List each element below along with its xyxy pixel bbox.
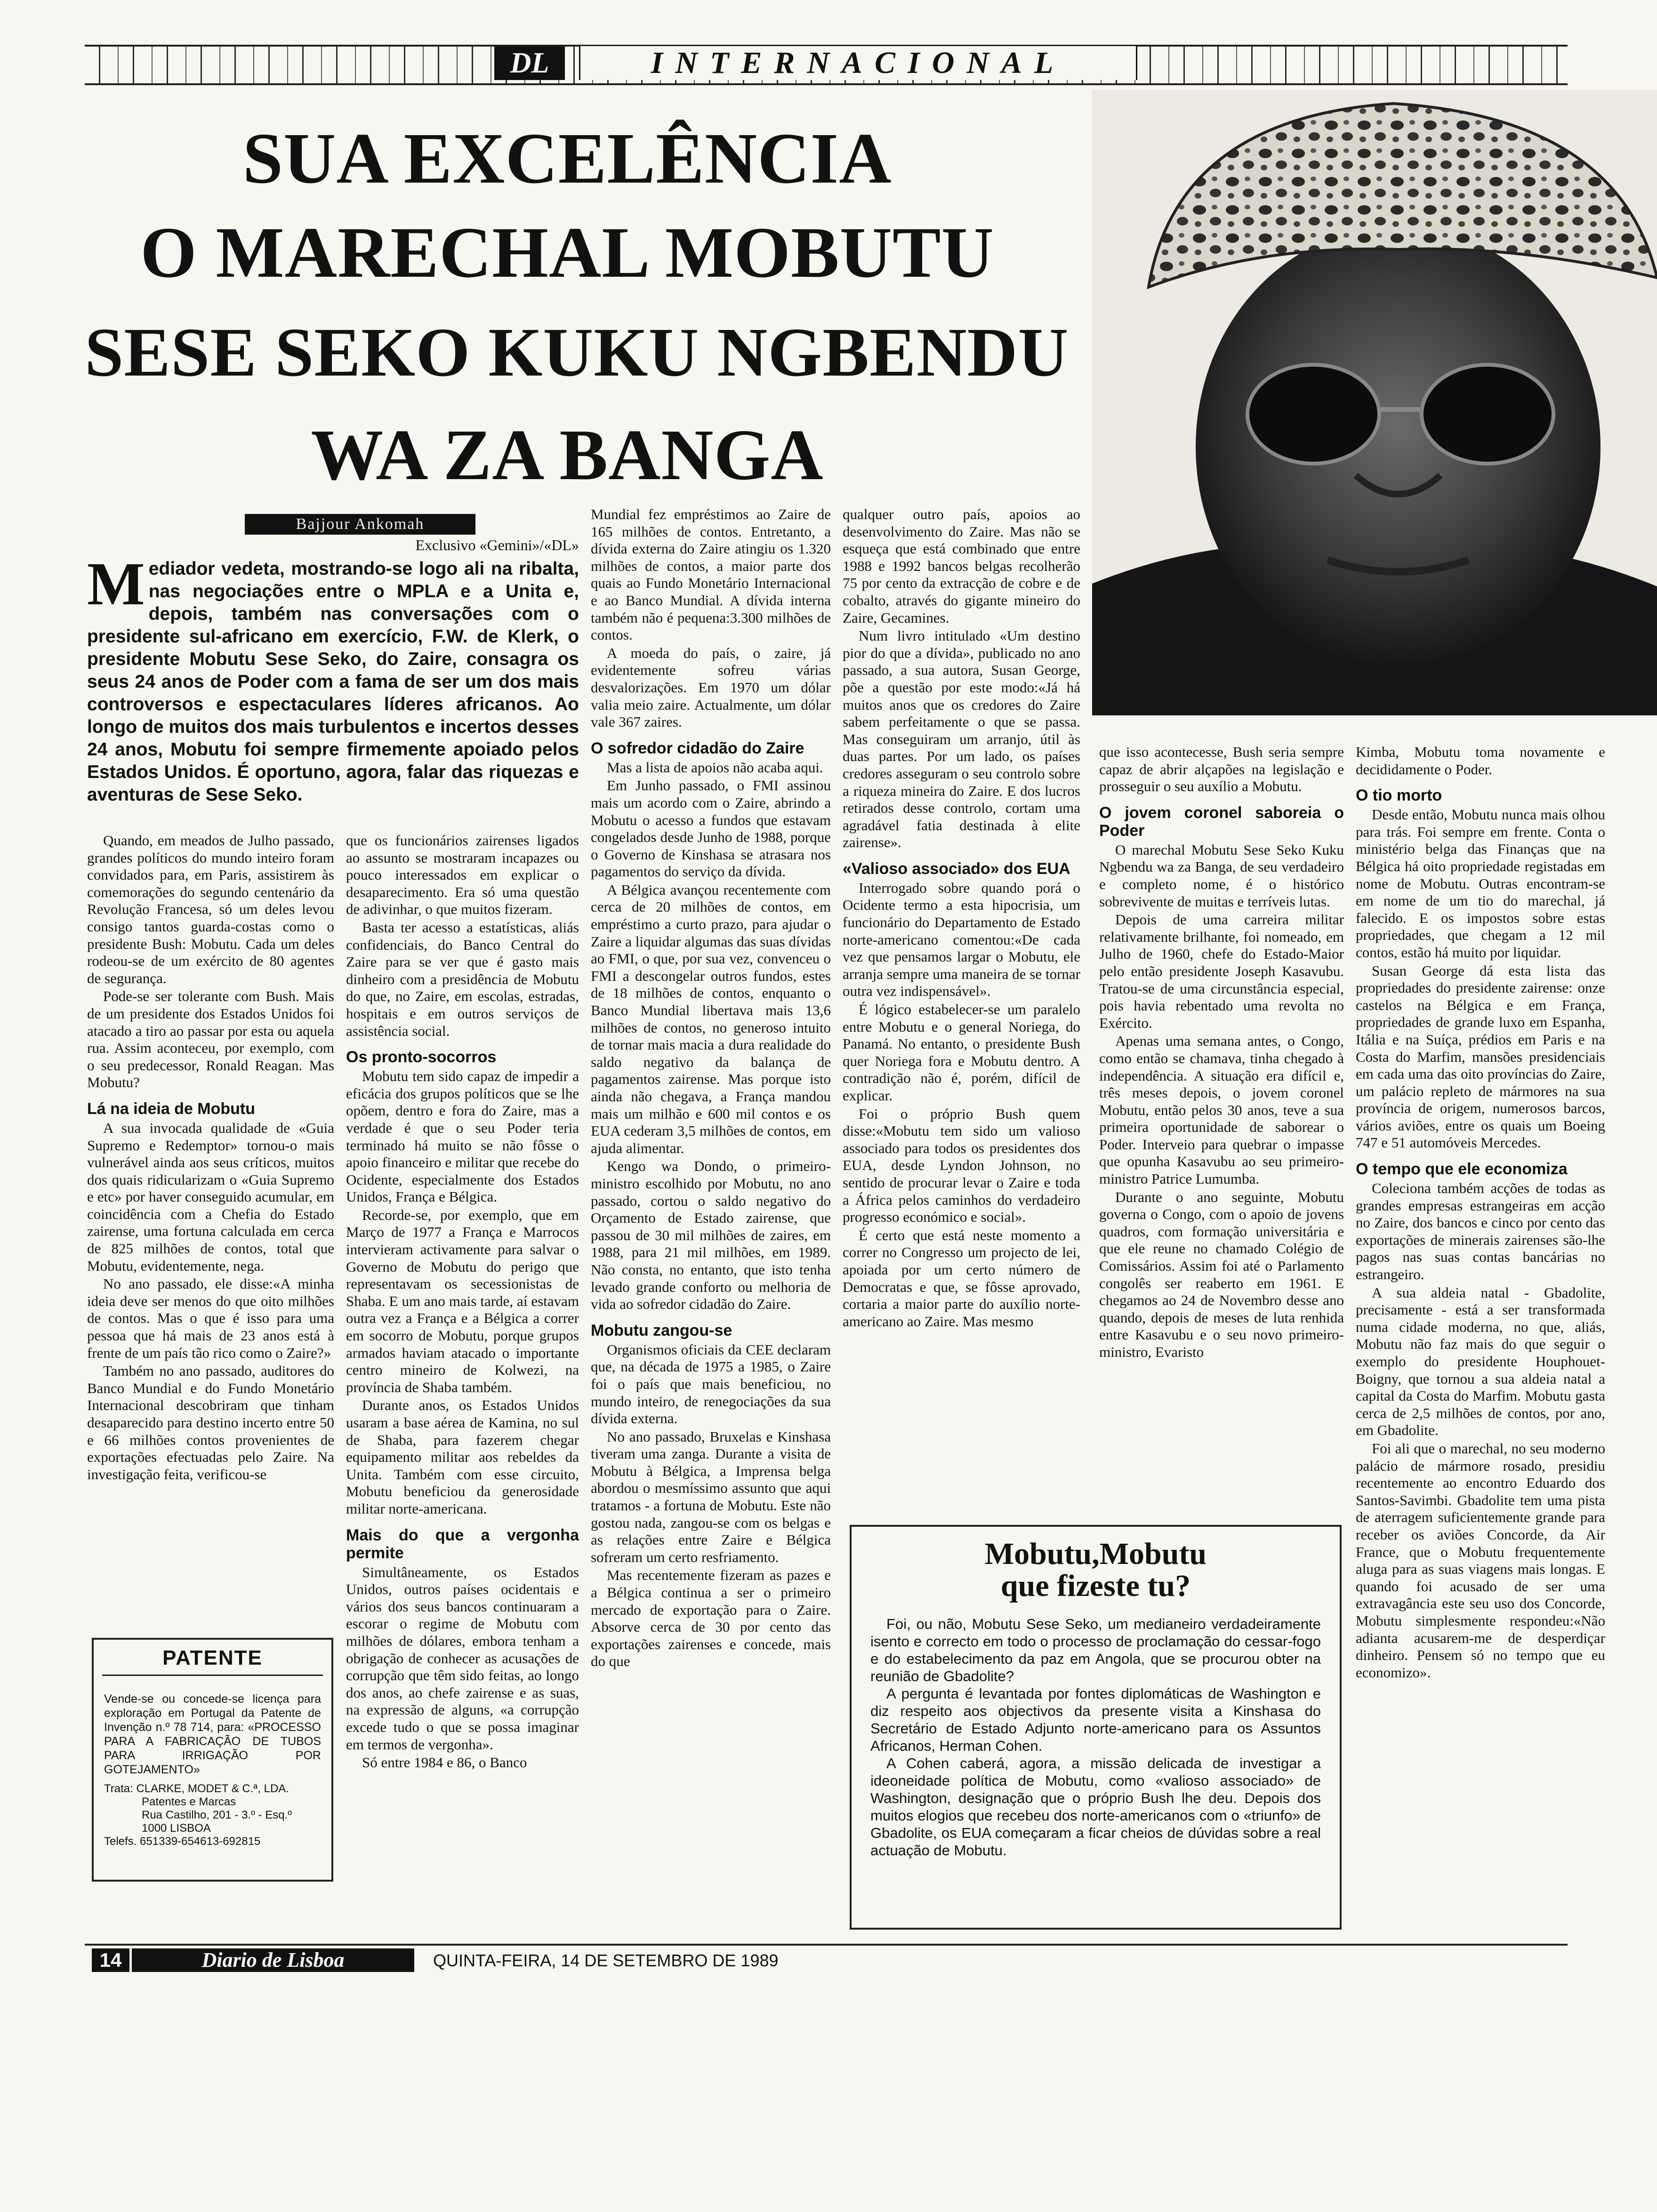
paragraph: Basta ter acesso a estatísticas, aliás confidenciais, do Banco Central do Zaire para se ver que é gasto mais dinheiro com a presidência de Mobutu do que, no Zaire, em escolas, estradas, hospitais e em outros serviços de assistência social.: [346, 919, 579, 1039]
paragraph: Num livro intitulado «Um destino pior do que a dívida», publicado no ano passado, a sua autora, Susan George, põe a questão por este modo:«Já há muitos anos que os credores do Zaire sabem perfeitamente o que se passa. Mas conseguiram um arranjo, útil às duas partes. Por um lado, os países credores asseguram o seu controlo sobre a riqueza mineira do Zaire. E dos lucros retirados desse controlo, cortam uma agradável fatia destinada à elite zairense».: [843, 627, 1080, 851]
paragraph: qualquer outro país, apoios ao desenvolvimento do Zaire. Mas não se esqueça que está combinado que entre 1988 e 1992 bancos belgas recolherão 75 por cento da extracção de cobre e de cobalto, através do gigante mineiro do Zaire, Gecamines.: [843, 506, 1080, 626]
paragraph: A Cohen caberá, agora, a missão delicada de investigar a ideoneidade política de Mobutu, como «valioso associado» de Washington, designação que o próprio Bush lhe deu. Depois dos muitos elogios que recebeu dos norte-americanos com o «triunfo» de Gbadolite, os EUA começaram a ficar cheios de dúvidas sobre a real actuação de Mobutu.: [870, 1755, 1321, 1859]
drop-cap: M: [87, 550, 145, 618]
paragraph: Kimba, Mobutu toma novamente e decididamente o Poder.: [1356, 744, 1605, 777]
issue-date: QUINTA-FEIRA, 14 DE SETEMBRO DE 1989: [433, 1951, 779, 1970]
column-3: [591, 506, 831, 1671]
paragraph: Susan George dá esta lista das propriedades do presidente zairense: onze castelos na Bélgica e em França, propriedades de grande luxo em Espanha, Itália e na Suíça, prédios em Paris e na Costa do Marfim, mansões presidenciais em cada uma das oito províncias do Zaire, um palácio repleto de mármores na sua província de origem, numerosos barcos, vários aviões, entre os quais um Boeing 747 e 51 automóveis Mercedes.: [1356, 962, 1605, 1151]
paragraph: Desde então, Mobutu nunca mais olhou para trás. Foi sempre em frente. Conta o ministério belga das Finanças que na Bélgica há oito propriedade registadas em nome de Mobutu. Outras encontram-se em nome de um tio do marechal, já falecido. E os impostos sobre estas propriedades, que chegam a 12 mil contos, estão há muito por liquidar.: [1356, 806, 1605, 961]
paragraph: É lógico estabelecer-se um paralelo entre Mobutu e o general Noriega, do Panamá. No entanto, o presidente Bush quer Noriega fora e Mobutu dentro. A contradição não é, porém, difícil de explicar.: [843, 1001, 1080, 1104]
paragraph: Durante o ano seguinte, Mobutu governa o Congo, com o apoio de jovens quadros, com formação universitária e que ele reune no chamado Colégio de Comissários. Assim foi até o Parlamento congolês ser reaberto em 1961. E chegamos ao 24 de Novembro desse ano quando, depois de meses de luta renhida entre Kasavubu e o seu novo primeiro-ministro, Evaristo: [1099, 1188, 1344, 1360]
article-lead: [87, 550, 579, 806]
ad-contact-line: Trata: CLARKE, MODET & C.ª, LDA.: [104, 1782, 289, 1795]
paragraph: No ano passado, Bruxelas e Kinshasa tiveram uma zanga. Durante a visita de Mobutu à Bélgica, a Imprensa belga abordou o mesmíssimo assunto que aqui tratamos - a fortuna de Mobutu. Este não gostou nada, zangou-se com os belgas e as relações entre Zaire e Bélgica sofreram um certo resfriamento.: [591, 1428, 831, 1565]
headline-line-2: O MARECHAL MOBUTU: [140, 213, 994, 293]
ad-contact-line: Patentes e Marcas: [142, 1795, 236, 1808]
boxout-title: [870, 1538, 1321, 1602]
subheading: Lá na ideia de Mobutu: [87, 1099, 256, 1118]
boxout: [850, 1525, 1342, 1930]
ad-contact-line: Rua Castilho, 201 - 3.º - Esq.º: [142, 1809, 292, 1821]
paragraph: Kengo wa Dondo, o primeiro-ministro escolhido por Mobutu, no ano passado, cortou o saldo negativo do Orçamento de Estado zairense, que passou de 30 mil milhões de zaires, em 1988, para 21 mil milhões, em 1989. Não consta, no entanto, que isto tenha levado grande conforto ou melhoria de vida ao sofredor cidadão do Zaire.: [591, 1158, 831, 1313]
headline: [85, 119, 1069, 504]
paragraph: Mas recentemente fizeram as pazes e a Bélgica continua a ser o primeiro mercado de exportação para o Zaire. Absorve cerca de 30 por cento das exportações zairenses e concede, mais do que: [591, 1567, 831, 1670]
paragraph: A pergunta é levantada por fontes diplomáticas de Washington e diz respeito aos objectivos da presente visita a Kinshasa do Secretário de Estado Adjunto norte-americano para os Assuntos Africanos, Herman Cohen.: [870, 1685, 1321, 1754]
paragraph: Simultâneamente, os Estados Unidos, outros países ocidentais e vários dos seus bancos continuaram a escorar o regime de Mobutu com milhões de dólares, embora tenham a obrigação de conhecer as acusações de corrupção que têm sido feitas, ao longo dos anos, ao chefe zairense e as suas, na expressão de alguns, «a corrupção excede tudo o que se possa imaginar em termos de vergonha».: [346, 1563, 579, 1753]
paragraph: Quando, em meados de Julho passado, grandes políticos do mundo inteiro foram convidados para, em Paris, assistirem às comemorações do segundo centenário da Revolução Francesa, só um deles levou consigo tantos guarda-costas como o presidente Bush: Mobutu. Cada um deles rodeou-se de um exército de 80 agentes de segurança.: [87, 832, 334, 986]
exclusive-credit: Exclusivo «Gemini»/«DL»: [415, 537, 579, 553]
paragraph: Foi ali que o marechal, no seu moderno palácio de mármore rosado, presidiu recentemente ao encontro Eduardo dos Santos-Savimbi. Gbadolite tem uma pista de aterragem suficientemente grande para receber os aviões Concorde, da Air France, que o Mobutu frequentemente aluga para as suas viagens mais longas. E quando foi acusado de ser uma extravagância este seu uso dos Concorde, Mobutu simplesmente respondeu:«Não adianta acusarem-me de desperdiçar dinheiro. Pensem só no tempo que eu economizo».: [1356, 1440, 1605, 1681]
subheading: O sofredor cidadão do Zaire: [591, 739, 804, 757]
paragraph: A Bélgica avançou recentemente com cerca de 20 milhões de contos, em empréstimo a curto prazo, para ajudar o Zaire a liquidar algumas das suas dívidas ao FMI, o que, por sua vez, convenceu o FMI a descongelar outros fundos, estes de 18 milhões de contos, enquanto o Banco Mundial libertava mais 13,6 milhões de contos, no generoso intuito de tornar mais macia a dura realidade do saldo negativo da balança de pagamentos zairense. Mas porque isto ainda não chegava, a França mandou mais um milhão e 600 mil contos e os EUA cederam 3,5 milhões de contos, em ajuda alimentar.: [591, 881, 831, 1156]
paper-logo: DL: [494, 46, 565, 80]
paragraph: Mas a lista de apoios não acaba aqui.: [607, 759, 823, 776]
ad-title: PATENTE: [102, 1640, 323, 1676]
lead-text: ediador vedeta, mostrando-se logo ali na ribalta, nas negociações entre o MPLA e a Unita e, depois, também nas conversações com o presidente sul-africano em exercício, F.W. de Klerk, o presidente Mobutu Sese Seko, do Zaire, consagra os seus 24 anos de Poder com a fama de ser um dos mais controversos e espectaculares líderes africanos. Ao longo de muitos dos mais turbulentos e incertos desses 24 anos, Mobutu foi sempre firmemente apoiado pelos Estados Unidos. É oportuno, agora, falar das riquezas e aventuras de Sese Seko.: [87, 559, 579, 805]
paragraph: A sua aldeia natal - Gbadolite, precisamente - está a ser transformada numa cidade moderna, no que, aliás, Mobutu não faz mais do que seguir o exemplo do presidente Houphouet-Boigny, que tornou a sua aldeia natal a capital da Costa do Marfim. Mobutu gasta cerca de 2,5 milhões de contos, por ano, em Gbadolite.: [1356, 1284, 1605, 1439]
paragraph: Em Junho passado, o FMI assinou mais um acordo com o Zaire, abrindo a Mobutu o acesso a fundos que estavam congelados desde Junho de 1988, porque o Governo de Kinshasa se atrasara nos pagamentos do serviço da dívida.: [591, 777, 831, 880]
paragraph: que os funcionários zairenses ligados ao assunto se mostraram incapazes ou pouco interessados em explicar o desaparecimento. Era só uma questão de adivinhar, o que muitos fizeram.: [346, 832, 579, 918]
subheading: Os pronto-socorros: [346, 1048, 497, 1066]
subheading: Mais do que a vergonha permite: [346, 1526, 579, 1562]
paragraph: que isso acontecesse, Bush seria sempre capaz de abrir alçapões na legislação e prosseguir o seu auxílio a Mobutu.: [1099, 744, 1344, 795]
ad-contact-line: 1000 LISBOA: [142, 1822, 211, 1835]
paragraph: No ano passado, ele disse:«A minha ideia deve ser menos do que oito milhões de contos. Mas o que é isso para uma pessoa que há mais de 23 anos está à frente de um país tão rico como o Zaire?»: [87, 1275, 334, 1361]
paragraph: Recorde-se, por exemplo, que em Março de 1977 a França e Marrocos intervieram activamente para salvar o Governo de Mobutu do perigo que representavam os secessionistas de Shaba. E um ano mais tarde, aí estavam outra vez a França e a Bélgica a correr em socorro de Mobutu, porque grupos armados haviam atacado o importante centro mineiro de Kolwezi, na província de Shaba também.: [346, 1206, 579, 1395]
paragraph: Organismos oficiais da CEE declaram que, na década de 1975 a 1985, o Zaire foi o país que mais beneficiou, no mundo inteiro, de renegociações da sua dívida externa.: [591, 1341, 831, 1427]
paragraph: Depois de uma carreira militar relativamente brilhante, foi nomeado, em Julho de 1960, chefe do Estado-Maior pelo então presidente Joseph Kasavubu. Tratou-se de uma circunstância especial, pois havia rebentado uma revolta no Exército.: [1099, 911, 1344, 1031]
page-number: 14: [92, 1948, 129, 1972]
paragraph: A moeda do país, o zaire, já evidentemente sofreu várias desvalorizações. Em 1970 um dólar valia meio zaire. Actualmente, um dólar vale 367 zaires.: [591, 644, 831, 730]
paragraph: Interrogado sobre quando porá o Ocidente termo a esta hipocrisia, um funcionário do Departamento de Estado norte-americano comentou:«De cada vez que pensamos largar o Mobutu, ele arranja sempre uma maneira de se tornar outra vez indispensável».: [843, 879, 1080, 1000]
section-title: INTERNACIONAL: [579, 46, 1137, 80]
headline-line-4: WA ZA BANGA: [311, 415, 824, 495]
paragraph: A sua invocada qualidade de «Guia Supremo e Redemptor» tornou-o mais vulnerável ainda aos seus críticos, muitos dos quais ridicularizam o «Guia Supremo e etc» por haver conseguido acumular, em coincidência com a Chefia do Estado zairense, uma fortuna calculada em cerca de 825 milhões de contos, total que Mobutu, evidentemente, nega.: [87, 1119, 334, 1274]
ad-contact: [94, 1782, 331, 1848]
subheading: O tio morto: [1356, 786, 1442, 805]
headline-line-1: SUA EXCELÊNCIA: [242, 119, 892, 199]
footer-rule: [85, 1944, 1568, 1946]
paragraph: Mundial fez empréstimos ao Zaire de 165 milhões de contos. Entretanto, a dívida externa do Zaire atingiu os 1.320 milhões de contos, a maior parte dos quais ao Fundo Monetário Internacional e ao Banco Mundial. A dívida interna também não é pequena:3.300 milhões de contos.: [591, 506, 831, 643]
column-5: [1099, 744, 1344, 1362]
paragraph: O marechal Mobutu Sese Seko Kuku Ngbendu wa za Banga, de seu verdadeiro e completo nome, é o histórico sobrevivente de muitas e terríveis lutas.: [1099, 841, 1344, 910]
paragraph: Durante anos, os Estados Unidos usaram a base aérea de Kamina, no sul de Shaba, para fazerem chegar equipamento militar aos rebeldes da Unita. Também com esse circuito, Mobutu beneficiou da generosidade militar norte-americana.: [346, 1397, 579, 1517]
paragraph: Só entre 1984 e 86, o Banco: [362, 1754, 527, 1771]
column-2: [346, 832, 579, 1772]
subheading: O jovem coronel saboreia o Poder: [1099, 803, 1344, 840]
boxout-title-line-1: Mobutu,Mobutu: [984, 1537, 1207, 1571]
ad-body: Vende-se ou concede-se licença para exploração em Portugal da Patente de Invenção n.º 78 714, para: «PROCESSO PARA A FABRICAÇÃO DE TUBOS PARA IRRIGAÇÃO POR GOTEJAMENTO»: [104, 1692, 321, 1776]
boxout-title-line-2: que fizeste tu?: [1000, 1569, 1191, 1603]
paragraph: Foi, ou não, Mobutu Sese Seko, um medianeiro verdadeiramente isento e correcto em todo o processo de proclamação do cessar-fogo e do estabelecimento da paz em Angola, que se procurou obter na reunião de Gbadolite?: [870, 1616, 1321, 1684]
portrait-image: [1092, 89, 1657, 715]
author-bar: Bajjour Ankomah: [245, 514, 475, 535]
boxout-body: [870, 1615, 1321, 1859]
subheading: O tempo que ele economiza: [1356, 1160, 1568, 1178]
headline-line-3: SESE SEKO KUKU NGBENDU: [85, 314, 1069, 391]
paragraph: Pode-se ser tolerante com Bush. Mais de um presidente dos Estados Unidos foi atacado a tiro ao passar por esta ou aquela rua. Assim aconteceu, por exemplo, com o seu predecessor, Ronald Reagan. Mas Mobutu?: [87, 988, 334, 1091]
ad-contact-line: Telefs. 651339-654613-692815: [104, 1835, 261, 1848]
column-6: [1356, 744, 1605, 1682]
subheading: Mobutu zangou-se: [591, 1321, 732, 1339]
mobutu-photo: [1092, 89, 1657, 715]
column-4: [843, 506, 1080, 1331]
paragraph: Mobutu tem sido capaz de impedir a eficácia dos grupos políticos que se lhe opõem, dentro e fora do Zaire, mas a verdade é que o seu Poder teria terminado há muito se não fôsse o apoio financeiro e militar que recebe do Ocidente, especialmente dos Estados Unidos, França e Bélgica.: [346, 1068, 579, 1205]
paragraph: Coleciona também acções de todas as grandes empresas estrangeiras em acção no Zaire, dos bancos e cinco por cento das exportações de minerais zairenses são-lhe pagos nas suas contas bancárias no estrangeiro.: [1356, 1180, 1605, 1283]
paragraph: Apenas uma semana antes, o Congo, como então se chamava, tinha chegado à independência. A situação era difícil e, três meses depois, o jovem coronel Mobutu, então pelos 30 anos, teve a sua primeira oportunidade de saborear o Poder. Interveio para quebrar o impasse que opunha Kasavubu ao seu primeiro-ministro Patrice Lumumba.: [1099, 1033, 1344, 1187]
newspaper-name: Diario de Lisboa: [132, 1948, 414, 1972]
paragraph: Também no ano passado, auditores do Banco Mundial e do Fundo Monetário Internacional descobriram que tinham desaparecido para destino incerto entre 50 e 66 milhões contos provenientes de exportações efectuadas pelo Zaire. Na investigação feita, verificou-se: [87, 1362, 334, 1483]
paragraph: É certo que está neste momento a correr no Congresso um projecto de lei, apoiada por um certo número de Democratas e que, se fôsse aprovado, cortaria a maior parte do auxílio norte-americano ao Zaire. Mas mesmo: [843, 1226, 1080, 1330]
column-1: [87, 832, 334, 1484]
subheading: «Valioso associado» dos EUA: [843, 859, 1070, 878]
paragraph: Foi o próprio Bush quem disse:«Mobutu tem sido um valioso associado para todos os presidentes dos EUA, desde Lyndon Johnson, no sentido de procurar levar o Zaire e toda a África pelos caminhos do verdadeiro progresso económico e social».: [843, 1105, 1080, 1226]
patent-ad: [92, 1638, 333, 1882]
